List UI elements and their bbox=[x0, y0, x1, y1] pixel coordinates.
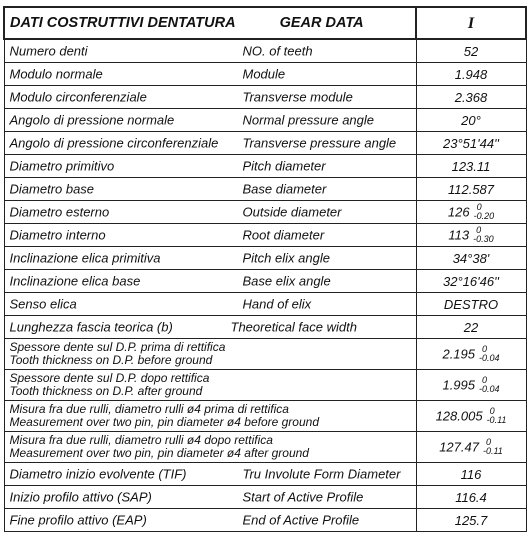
table-row bbox=[4, 270, 526, 293]
row-label-cell bbox=[4, 247, 416, 270]
header-title-english: GEAR DATA bbox=[279, 14, 364, 31]
table-header-row bbox=[4, 7, 526, 39]
row-label-cell bbox=[4, 201, 416, 224]
table-row bbox=[4, 224, 526, 247]
table-row bbox=[4, 247, 526, 270]
row-value: 127.47 0 -0.11 bbox=[416, 432, 526, 463]
row-label-italian: Lunghezza fascia teorica (b) bbox=[9, 319, 173, 335]
row-value: 126 0 -0.20 bbox=[416, 201, 526, 224]
row-value: 34°38' bbox=[416, 247, 526, 270]
row-label-english: Root diameter bbox=[242, 227, 325, 243]
table-row bbox=[4, 201, 526, 224]
header-title-italian: DATI COSTRUTTIVI DENTATURA bbox=[10, 14, 236, 31]
row-label-english: Base elix angle bbox=[242, 273, 331, 289]
row-label-cell bbox=[4, 132, 416, 155]
row-label-english: Measurement over two pin, pin diameter ø4 after ground bbox=[9, 446, 309, 460]
row-label-english: Base diameter bbox=[242, 181, 327, 197]
row-label-english: NO. of teeth bbox=[242, 43, 313, 59]
row-label-bilingual bbox=[10, 341, 226, 367]
row-label-english: Module bbox=[242, 66, 286, 82]
row-label-english: Start of Active Profile bbox=[242, 489, 364, 505]
row-label-italian: Inclinazione elica base bbox=[9, 273, 141, 289]
tolerance: 0 -0.11 bbox=[482, 437, 503, 456]
row-label-cell bbox=[4, 224, 416, 247]
row-label-cell bbox=[4, 339, 416, 370]
gear-data-table bbox=[3, 6, 527, 532]
row-label-english: Normal pressure angle bbox=[242, 112, 375, 128]
row-label-italian: Inclinazione elica primitiva bbox=[9, 250, 161, 266]
row-label-italian: Senso elica bbox=[9, 296, 77, 312]
row-value: 52 bbox=[416, 39, 526, 63]
row-label-cell bbox=[4, 86, 416, 109]
table-row bbox=[4, 370, 526, 401]
row-label-cell bbox=[4, 401, 416, 432]
row-label-cell bbox=[4, 63, 416, 86]
row-label-english: Tooth thickness on D.P. after ground bbox=[9, 384, 203, 398]
row-label-english: Pitch elix angle bbox=[242, 250, 330, 266]
row-label-bilingual bbox=[10, 403, 320, 429]
row-value: 116.4 bbox=[416, 486, 526, 509]
row-label-italian: Spessore dente sul D.P. dopo rettifica bbox=[9, 371, 210, 385]
row-label-english: Transverse module bbox=[242, 89, 353, 105]
row-value: 2.368 bbox=[416, 86, 526, 109]
row-label-cell bbox=[4, 486, 416, 509]
tolerance: 0 -0.20 bbox=[473, 202, 495, 221]
row-value: 113 0 -0.30 bbox=[416, 224, 526, 247]
gear-symbol: I bbox=[416, 7, 526, 39]
row-label-italian: Spessore dente sul D.P. prima di rettifica bbox=[9, 340, 226, 354]
tolerance: 0 -0.04 bbox=[479, 375, 500, 394]
row-label-bilingual bbox=[10, 434, 309, 460]
row-label-english: Pitch diameter bbox=[242, 158, 326, 174]
row-value: 2.195 0 -0.04 bbox=[416, 339, 526, 370]
row-label-italian: Diametro base bbox=[9, 181, 95, 197]
row-label-italian: Modulo circonferenziale bbox=[9, 89, 147, 105]
row-label-italian: Diametro interno bbox=[9, 227, 106, 243]
table-row bbox=[4, 401, 526, 432]
row-label-italian: Angolo di pressione normale bbox=[9, 112, 175, 128]
row-label-english: Hand of elix bbox=[242, 296, 312, 312]
row-label-cell bbox=[4, 270, 416, 293]
table-row bbox=[4, 86, 526, 109]
table-row bbox=[4, 155, 526, 178]
row-value: 123.11 bbox=[416, 155, 526, 178]
row-label-cell bbox=[4, 109, 416, 132]
row-label-cell bbox=[4, 316, 416, 339]
table-row bbox=[4, 316, 526, 339]
table-row bbox=[4, 63, 526, 86]
row-label-english: Transverse pressure angle bbox=[242, 135, 397, 151]
table-row bbox=[4, 486, 526, 509]
table-row bbox=[4, 463, 526, 486]
tolerance: 0 -0.30 bbox=[473, 225, 494, 244]
row-value: 116 bbox=[416, 463, 526, 486]
row-label-cell bbox=[4, 509, 416, 532]
row-label-bilingual bbox=[10, 372, 210, 398]
row-label-cell bbox=[4, 178, 416, 201]
table-row bbox=[4, 432, 526, 463]
table-row bbox=[4, 39, 526, 63]
row-label-english: Theoretical face width bbox=[230, 319, 357, 335]
row-label-english: End of Active Profile bbox=[242, 512, 360, 528]
row-value: 22 bbox=[416, 316, 526, 339]
row-label-italian: Modulo normale bbox=[9, 66, 103, 82]
row-label-italian: Misura fra due rulli, diametro rulli ø4 prima di rettifica bbox=[9, 402, 289, 416]
row-label-english: Tru Involute Form Diameter bbox=[242, 466, 401, 482]
row-label-italian: Diametro primitivo bbox=[9, 158, 115, 174]
table-row bbox=[4, 109, 526, 132]
header-title-cell bbox=[4, 7, 416, 39]
row-value: 23°51'44'' bbox=[416, 132, 526, 155]
row-label-italian: Fine profilo attivo (EAP) bbox=[9, 512, 147, 528]
row-label-italian: Misura fra due rulli, diametro rulli ø4 dopo rettifica bbox=[9, 433, 273, 447]
row-label-italian: Angolo di pressione circonferenziale bbox=[9, 135, 219, 151]
table-row bbox=[4, 132, 526, 155]
row-value: 20° bbox=[416, 109, 526, 132]
row-label-cell bbox=[4, 432, 416, 463]
row-value: 1.995 0 -0.04 bbox=[416, 370, 526, 401]
row-value: 125.7 bbox=[416, 509, 526, 532]
table-row bbox=[4, 339, 526, 370]
row-value: DESTRO bbox=[416, 293, 526, 316]
row-value: 128.005 0 -0.11 bbox=[416, 401, 526, 432]
table-row bbox=[4, 178, 526, 201]
table-row bbox=[4, 293, 526, 316]
tolerance: 0 -0.04 bbox=[479, 344, 500, 363]
row-label-cell bbox=[4, 39, 416, 63]
row-value: 32°16'46'' bbox=[416, 270, 526, 293]
row-label-cell bbox=[4, 463, 416, 486]
row-value: 112.587 bbox=[416, 178, 526, 201]
row-label-cell bbox=[4, 370, 416, 401]
row-label-english: Measurement over two pin, pin diameter ø4 before ground bbox=[9, 415, 319, 429]
row-label-english: Tooth thickness on D.P. before ground bbox=[9, 353, 213, 367]
row-label-cell bbox=[4, 155, 416, 178]
row-label-italian: Inizio profilo attivo (SAP) bbox=[9, 489, 152, 505]
row-label-italian: Diametro esterno bbox=[9, 204, 110, 220]
tolerance: 0 -0.11 bbox=[486, 406, 507, 425]
row-label-english: Outside diameter bbox=[242, 204, 342, 220]
row-value: 1.948 bbox=[416, 63, 526, 86]
table-row bbox=[4, 509, 526, 532]
row-label-cell bbox=[4, 293, 416, 316]
row-label-italian: Numero denti bbox=[9, 43, 88, 59]
row-label-italian: Diametro inizio evolvente (TIF) bbox=[9, 466, 187, 482]
